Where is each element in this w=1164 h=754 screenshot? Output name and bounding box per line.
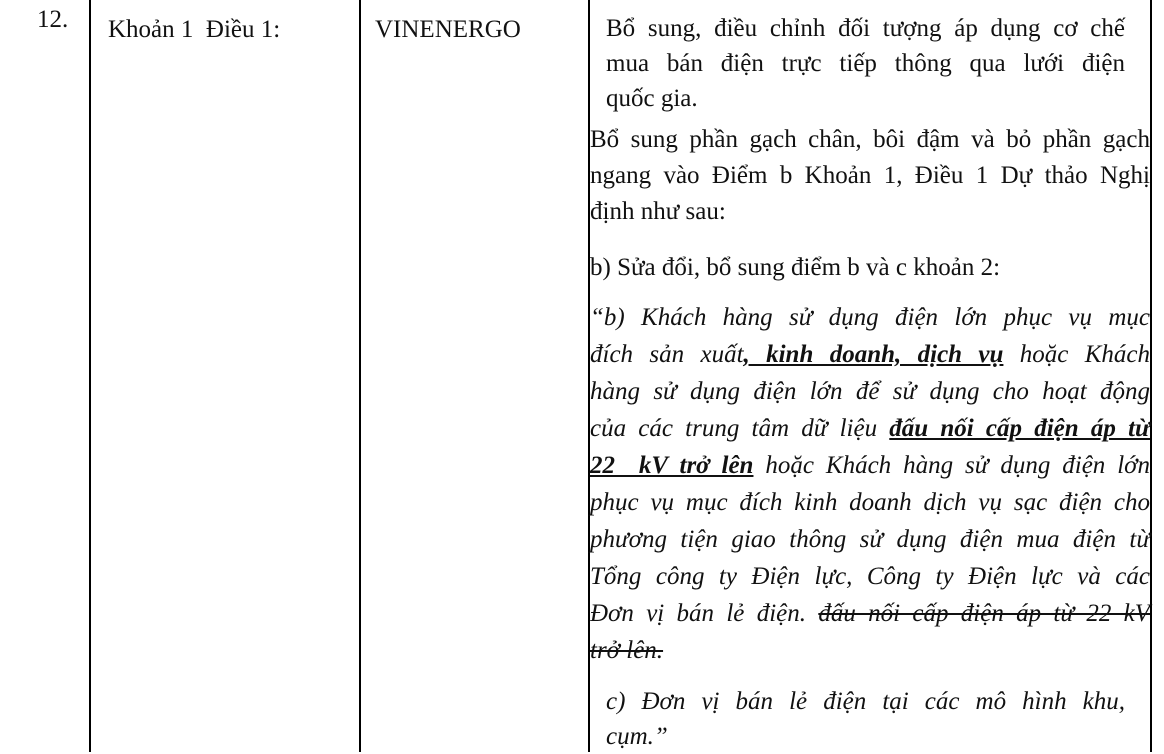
added-text-bold-underline: đấu nối cấp điện áp từ (889, 415, 1150, 442)
added-text-bold-underline: 22 kV trở lên (590, 452, 754, 479)
quote-b-line-9 (590, 595, 1150, 632)
summary-line-3: quốc gia. (606, 85, 698, 112)
summary-line-1: Bổ sung, điều chỉnh đối tượng áp dụng cơ chế (606, 15, 1125, 42)
intro-line-2: ngang vào Điểm b Khoản 1, Điều 1 Dự thảo Nghị (590, 162, 1150, 189)
quote-b-line-1: “b) Khách hàng sử dụng điện lớn phục vụ mục (590, 304, 1150, 331)
quote-point-c (606, 684, 1125, 754)
added-text-bold-underline: , kinh doanh, dịch vụ (743, 341, 1004, 368)
quote-b-text: Đơn vị bán lẻ điện. (590, 600, 819, 627)
quote-b-line-8: Tổng công ty Điện lực, Công ty Điện lực và các (590, 563, 1150, 590)
quote-b-line-10: trở lên. (590, 637, 664, 664)
quote-c-line-1: c) Đơn vị bán lẻ điện tại các mô hình khu, (606, 688, 1125, 715)
removed-text-strikethrough: đấu nối cấp điện áp từ 22 kV (818, 600, 1150, 627)
quote-point-b (590, 299, 1150, 669)
quote-b-text: của các trung tâm dữ liệu (590, 415, 890, 442)
table-border-right (1150, 0, 1152, 752)
quote-b-line-5 (590, 447, 1150, 484)
table-border-left (89, 0, 91, 752)
quote-c-line-2: cụm.” (606, 723, 668, 750)
quote-b-line-3: hàng sử dụng điện lớn để sử dụng cho hoạt động (590, 378, 1150, 405)
quote-b-line-6: phục vụ mục đích kinh doanh dịch vụ sạc điện cho (590, 489, 1150, 516)
row-number: 12. (37, 6, 69, 33)
quote-b-text: hoặc Khách hàng sử dụng điện lớn (753, 452, 1151, 479)
content-intro (590, 122, 1150, 230)
intro-line-3: định như sau: (590, 198, 726, 225)
clause-reference: Khoản 1 Điều 1: (108, 16, 281, 43)
organization-name: VINENERGO (375, 16, 521, 43)
amend-heading: b) Sửa đổi, bổ sung điểm b và c khoản 2: (590, 254, 1001, 281)
table-border-col2 (359, 0, 361, 752)
quote-b-text: hoặc Khách (1003, 341, 1150, 368)
quote-b-line-2 (590, 336, 1150, 373)
content-summary (606, 11, 1125, 116)
intro-line-1: Bổ sung phần gạch chân, bôi đậm và bỏ phần gạch (590, 126, 1150, 153)
quote-b-line-4 (590, 410, 1150, 447)
summary-line-2: mua bán điện trực tiếp thông qua lưới điện (606, 50, 1125, 77)
quote-b-text: đích sản xuất (590, 341, 744, 368)
quote-b-line-7: phương tiện giao thông sử dụng điện mua điện từ (590, 526, 1150, 553)
